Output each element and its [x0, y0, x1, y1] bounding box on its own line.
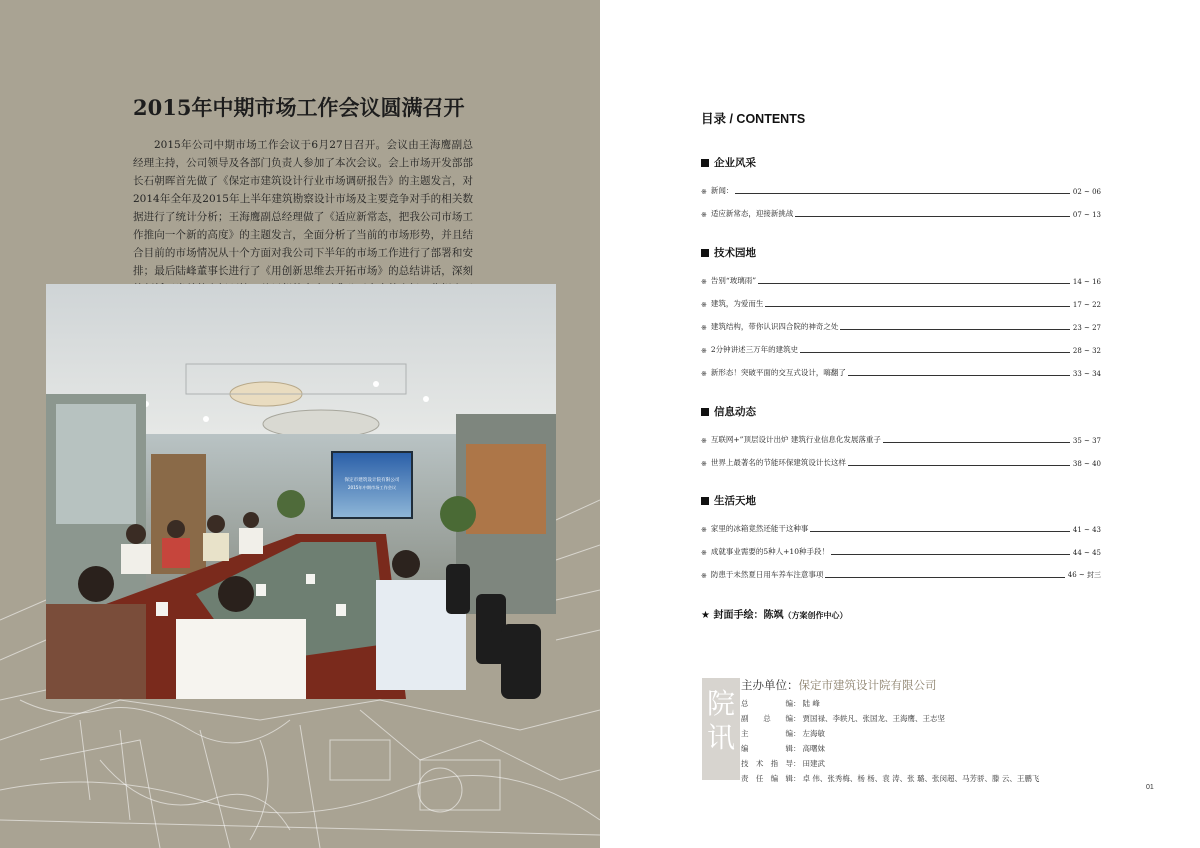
- leader-line: [800, 352, 1070, 353]
- reference-mark-icon: ※: [701, 370, 707, 378]
- toc-item-title: 家里的冰箱竟然还能干这种事: [710, 524, 809, 533]
- leader-line: [883, 442, 1070, 443]
- leader-line: [795, 216, 1069, 217]
- toc-item[interactable]: [701, 517, 1101, 540]
- reference-mark-icon: ※: [701, 347, 707, 355]
- leader-line: [831, 554, 1070, 555]
- sponsor-line: [741, 677, 937, 693]
- staff-names: 高曙妹: [802, 744, 825, 753]
- masthead-char: 讯: [706, 721, 735, 754]
- toc-item-pages: 38 ~ 40: [1072, 460, 1101, 468]
- toc-item-title: 成就事业需要的5种人+10种手段！: [710, 547, 829, 556]
- toc-item[interactable]: [701, 202, 1101, 225]
- section-title-text: 企业风采: [714, 157, 756, 169]
- toc-item-pages: 33 ~ 34: [1072, 370, 1101, 378]
- reference-mark-icon: ※: [701, 460, 707, 468]
- star-icon: ★: [701, 610, 710, 621]
- leader-line: [848, 465, 1070, 466]
- masthead-char: 院: [706, 687, 735, 720]
- sponsor-label: 主办单位：: [741, 678, 799, 692]
- toc-item-title: 建筑结构，带你认识四合院的神奇之处: [710, 322, 839, 331]
- reference-mark-icon: ※: [701, 526, 707, 534]
- toc-item-pages: 02 ~ 06: [1072, 188, 1101, 196]
- section-title: [701, 155, 1101, 170]
- staff-names: 左海敏: [802, 729, 825, 738]
- meeting-photo: [46, 284, 556, 699]
- toc-item-pages: 28 ~ 32: [1072, 347, 1101, 355]
- reference-mark-icon: ※: [701, 549, 707, 557]
- colon: ：: [793, 699, 801, 708]
- reference-mark-icon: ※: [701, 572, 707, 580]
- toc-item-pages: 07 ~ 13: [1072, 211, 1101, 219]
- staff-list: [741, 698, 1039, 788]
- toc-section-info: [701, 404, 1101, 474]
- staff-role: 总编: [741, 699, 793, 708]
- toc-item[interactable]: [701, 540, 1101, 563]
- section-title-text: 信息动态: [714, 406, 756, 418]
- cover-illustration-credit: [701, 606, 847, 621]
- screen-text-line2: 2015年中期市场工作会议: [347, 485, 397, 490]
- section-title: [701, 245, 1101, 260]
- leader-line: [825, 577, 1064, 578]
- colon: ：: [793, 759, 801, 768]
- section-title: [701, 404, 1101, 419]
- toc-item[interactable]: [701, 563, 1101, 586]
- reference-mark-icon: ※: [701, 211, 707, 219]
- leader-line: [848, 375, 1070, 376]
- staff-role: 主编: [741, 729, 793, 738]
- toc-item-title: 新形态！突破平面的交互式设计，嗨翻了: [710, 368, 846, 377]
- cover-credit-dept: （方案创作中心）: [783, 611, 848, 620]
- toc-section-life: [701, 493, 1101, 586]
- toc-item-title: 互联网+”顶层设计出炉 建筑行业信息化发展落重子: [710, 435, 881, 444]
- square-bullet-icon: [701, 408, 709, 416]
- toc-item-pages: 14 ~ 16: [1072, 278, 1101, 286]
- colon: ：: [793, 774, 801, 783]
- section-title-text: 技术园地: [714, 247, 756, 259]
- staff-role: 编辑: [741, 744, 793, 753]
- toc-item[interactable]: [701, 361, 1101, 384]
- page-number: 01: [1146, 784, 1154, 791]
- staff-names: 卓 伟、张秀梅、杨 杨、袁 涛、张 璐、张闵超、马芳骄、滕 云、王鹏飞: [802, 774, 1040, 783]
- staff-row: [741, 728, 1039, 743]
- article-title: 2015年中期市场工作会议圆满召开: [133, 95, 465, 120]
- staff-role: 技术指导: [741, 759, 793, 768]
- toc-item-title: 告别“玻璃雨”: [710, 276, 757, 285]
- leader-line: [765, 306, 1069, 307]
- reference-mark-icon: ※: [701, 437, 707, 445]
- toc-header: 目录 / CONTENTS: [701, 112, 806, 126]
- toc-item-pages: 17 ~ 22: [1072, 301, 1101, 309]
- reference-mark-icon: ※: [701, 278, 707, 286]
- leader-line: [758, 283, 1070, 284]
- leader-line: [735, 193, 1069, 194]
- toc-item-title: 世界上最著名的节能环保建筑设计长这样: [710, 458, 846, 467]
- reference-mark-icon: ※: [701, 324, 707, 332]
- staff-role: 责任编辑: [741, 774, 793, 783]
- toc-item[interactable]: [701, 428, 1101, 451]
- staff-names: 陆 峰: [802, 699, 820, 708]
- toc-item-title: 建筑，为爱而生: [710, 299, 764, 308]
- toc-item-pages: 41 ~ 43: [1072, 526, 1101, 534]
- staff-role: 副总编: [741, 714, 793, 723]
- masthead-logo: [702, 678, 740, 780]
- toc-item[interactable]: [701, 315, 1101, 338]
- toc-item[interactable]: [701, 292, 1101, 315]
- toc-item[interactable]: [701, 269, 1101, 292]
- screen-text-line1: 保定市建筑设计院有限公司: [344, 478, 400, 483]
- section-title-text: 生活天地: [714, 495, 756, 507]
- section-title: [701, 493, 1101, 508]
- reference-mark-icon: ※: [701, 188, 707, 196]
- staff-row: [741, 713, 1039, 728]
- toc-item-pages: 46 ~ 封三: [1067, 571, 1101, 579]
- staff-row: [741, 773, 1039, 788]
- cover-credit-label: 封面手绘：陈飒: [713, 610, 784, 621]
- staff-row: [741, 743, 1039, 758]
- colon: ：: [793, 744, 801, 753]
- reference-mark-icon: ※: [701, 301, 707, 309]
- toc-item[interactable]: [701, 338, 1101, 361]
- staff-row: [741, 698, 1039, 713]
- toc-item-title: 新闻：: [710, 186, 734, 195]
- square-bullet-icon: [701, 249, 709, 257]
- toc-item-title: 适应新常态，迎接新挑战: [710, 209, 794, 218]
- leader-line: [840, 329, 1069, 330]
- leader-line: [810, 531, 1069, 532]
- toc-section-enterprise: [701, 155, 1101, 225]
- square-bullet-icon: [701, 497, 709, 505]
- staff-row: [741, 758, 1039, 773]
- staff-names: 田建武: [802, 759, 825, 768]
- sponsor-org: 保定市建筑设计院有限公司: [798, 678, 937, 692]
- toc-item-pages: 44 ~ 45: [1072, 549, 1101, 557]
- staff-names: 贾国禄、李轶凡、张国龙、王海鹰、王志坚: [802, 714, 945, 723]
- toc-item-title: 防患于未然夏日用车养车注意事项: [710, 570, 824, 579]
- colon: ：: [793, 729, 801, 738]
- colon: ：: [793, 714, 801, 723]
- toc-item-pages: 35 ~ 37: [1072, 437, 1101, 445]
- square-bullet-icon: [701, 159, 709, 167]
- toc-item-title: 2分钟讲述三万年的建筑史: [710, 345, 799, 354]
- toc-section-technology: [701, 245, 1101, 384]
- article-paragraph: 2015年公司中期市场工作会议于6月27日召开。会议由王海鹰副总经理主持，公司领导及各部门负责人参加了本次会议。会上市场开发部部长石朝晖首先做了《保定市建筑设计行业市场调研报告》的主题发言，对2014年全年及2015年上半年建筑勘察设计市场及主要竞争对手的相关数据进行了统计分析；王海鹰副总经理做了《适应新常态，把我公司市场工作推向一个新的高度》的主题发言，全面分析了当前的市场形势，并且结合目前的市场情况从十个方面对我公司下半年的市场工作进行了部署和安排；最后陆峰董事长进行了《用创新思维去开拓市场》的总结讲话，深刻: [133, 139, 473, 277]
- toc-item-pages: 23 ~ 27: [1072, 324, 1101, 332]
- toc-item[interactable]: [701, 451, 1101, 474]
- toc-item[interactable]: [701, 179, 1101, 202]
